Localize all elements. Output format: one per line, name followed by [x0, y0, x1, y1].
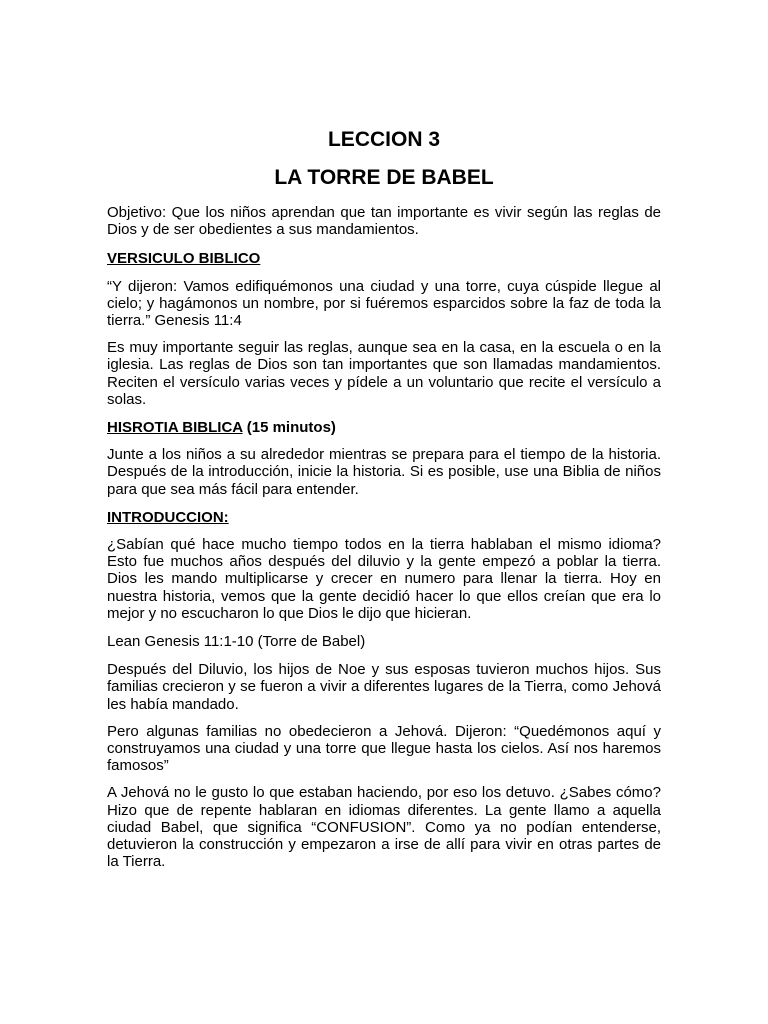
intro-paragraph: ¿Sabían qué hace mucho tiempo todos en la tierra hablaban el mismo idioma? Esto fue muchos años después del diluvio y la gente empezó a poblar la tierra. Dios les mando multiplicarse y crecer en numero para llenar la tierra. Hoy en nuestra historia, vemos que la gente decidió hacer lo que ellos creían que era lo mejor y no escucharon lo que Dios le dijo que hicieran. [107, 536, 661, 622]
story-paragraph-2: Pero algunas familias no obedecieron a Jehová. Dijeron: “Quedémonos aquí y construyamos una ciudad y una torre que llegue hasta los cielos. Así nos haremos famosos” [107, 722, 661, 775]
story-heading [107, 419, 661, 436]
rules-paragraph: Es muy importante seguir las reglas, aunque sea en la casa, en la escuela o en la iglesia. Las reglas de Dios son tan importantes que son llamadas mandamientos. Reciten el versículo varias veces y pídele a un voluntario que recite el versículo a solas. [107, 339, 661, 408]
story-paragraph-3: A Jehová no le gusto lo que estaban haciendo, por eso los detuvo. ¿Sabes cómo? Hizo que de repente hablaran en idiomas diferentes. La gente llamo a aquella ciudad Babel, que significa “CONFUSION”. Como ya no podían entenderse, detuvieron la construcción y empezaron a irse de allí para vivir en otras partes de la Tierra. [107, 784, 661, 871]
story-intro-paragraph: Junte a los niños a su alrededor mientras se prepara para el tiempo de la historia. Después de la introducción, inicie la historia. Si es posible, use una Biblia de niños para que sea más fácil para entender. [107, 446, 661, 498]
intro-heading-label: INTRODUCCION: [107, 508, 229, 526]
verse-heading [107, 250, 661, 267]
objective-paragraph: Objetivo: Que los niños aprendan que tan importante es vivir según las reglas de Dios y de ser obedientes a sus mandamientos. [107, 204, 661, 239]
lesson-number-title: LECCION 3 [327, 128, 440, 151]
verse-paragraph: “Y dijeron: Vamos edifiquémonos una ciudad y una torre, cuya cúspide llegue al cielo; y hagámonos un nombre, por si fuéremos esparcidos sobre la faz de toda la tierra.” Genesis 11:4 [107, 277, 661, 330]
lesson-title: LA TORRE DE BABEL [274, 166, 494, 189]
intro-heading [107, 509, 661, 526]
story-paragraph-1: Después del Diluvio, los hijos de Noe y sus esposas tuvieron muchos hijos. Sus familias crecieron y se fueron a vivir a diferentes lugares de la Tierra, como Jehová les había mandado. [107, 661, 661, 713]
story-duration: (15 minutos) [246, 419, 336, 437]
verse-heading-label: VERSICULO BIBLICO [107, 250, 261, 268]
reading-reference: Lean Genesis 11:1-10 (Torre de Babel) [107, 633, 366, 651]
story-heading-label: HISROTIA BIBLICA [107, 419, 243, 437]
